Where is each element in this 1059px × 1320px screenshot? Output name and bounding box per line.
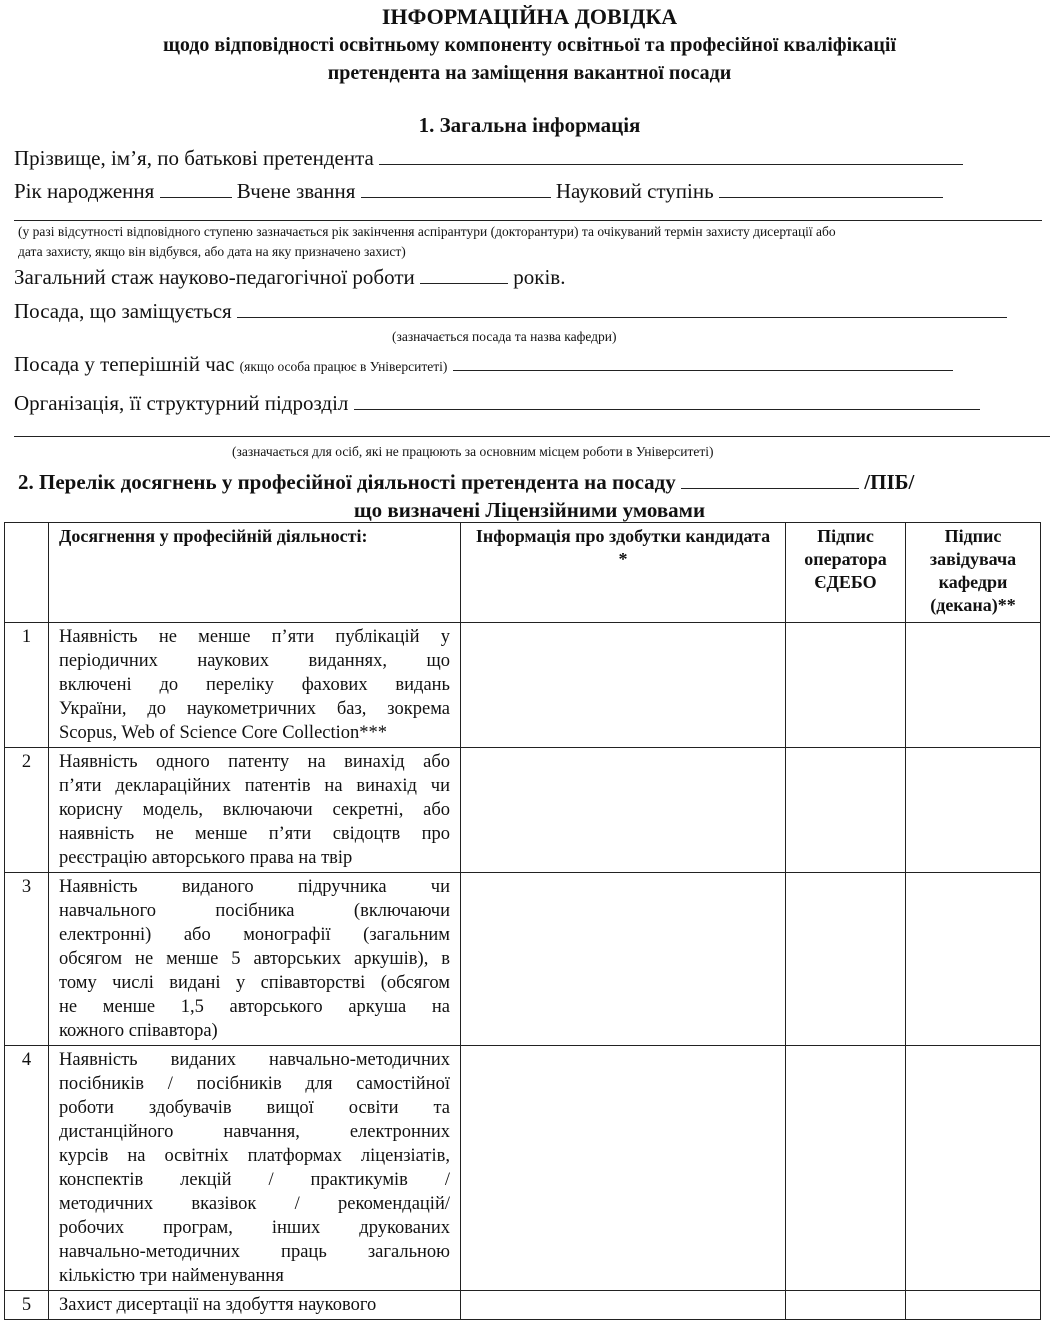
document-subtitle: претендента на заміщення вакантної посади	[327, 62, 732, 84]
head-signature-cell[interactable]	[906, 1046, 1041, 1291]
description-line: кількістю три найменування	[59, 1266, 284, 1286]
degree-note: (у разі відсутності відповідного ступеню зазначається рік закінчення аспірантури (докторантури) та очікуваний термін захисту дисертації або	[18, 224, 836, 239]
organization-field[interactable]	[354, 391, 980, 410]
full-name-row	[14, 146, 963, 171]
achievement-description	[49, 623, 461, 748]
degree-extra-line[interactable]	[14, 220, 1042, 221]
row-number: 1	[5, 623, 49, 748]
birth-year-field[interactable]	[160, 179, 232, 198]
head-signature-cell[interactable]	[906, 623, 1041, 748]
head-signature-cell[interactable]	[906, 1291, 1041, 1320]
description-line: України, до наукометричних баз, зокрема	[59, 699, 450, 719]
row-number: 5	[5, 1291, 49, 1320]
document-subtitle: щодо відповідності освітньому компоненту освітньої та професійної кваліфікації	[162, 34, 897, 56]
description-line: Наявність одного патенту на винахід або	[59, 752, 450, 772]
position-label: Посада, що заміщується	[14, 299, 232, 323]
description-line: дистанційного навчання, електронних	[59, 1122, 450, 1142]
candidate-info-cell[interactable]	[461, 1291, 786, 1320]
column-header-edebo-signature: Підпис оператора ЄДЕБО	[786, 523, 906, 623]
experience-field[interactable]	[420, 265, 508, 284]
current-position-row	[14, 352, 953, 377]
description-line: курсів на освітніх платформах ліцензіатів,	[59, 1146, 450, 1166]
full-name-label: Прізвище, ім’я, по батькові претендента	[14, 146, 374, 170]
description-line: конспектів лекцій / практикумів /	[59, 1170, 450, 1190]
experience-row	[14, 265, 565, 290]
birth-year-label: Рік народження	[14, 179, 155, 203]
table-row	[5, 1046, 1041, 1291]
section2-title	[18, 470, 914, 495]
table-row	[5, 748, 1041, 873]
position-field[interactable]	[237, 299, 1007, 318]
description-line: реєстрацію авторського права на твір	[59, 848, 353, 868]
description-line: обсягом не менше 5 авторських аркушів), в	[59, 949, 450, 969]
document-title: ІНФОРМАЦІЙНА ДОВІДКА	[381, 4, 678, 29]
column-header-num	[5, 523, 49, 623]
description-line: Наявність виданого підручника чи	[59, 877, 450, 897]
section1-title: 1. Загальна інформація	[418, 113, 641, 137]
achievement-description	[49, 1291, 461, 1320]
description-line: навчально-методичних праць загальною	[59, 1242, 450, 1262]
experience-unit: років.	[513, 265, 566, 289]
organization-extra-line[interactable]	[14, 436, 1050, 437]
row-number: 2	[5, 748, 49, 873]
edebo-signature-cell[interactable]	[786, 1046, 906, 1291]
achievement-description	[49, 873, 461, 1046]
description-line: робочих програм, інших друкованих	[59, 1218, 450, 1238]
row-number: 3	[5, 873, 49, 1046]
description-line: посібників / посібників для самостійної	[59, 1074, 450, 1094]
pib-field[interactable]	[681, 470, 859, 489]
description-line: кожного співавтора)	[59, 1021, 218, 1041]
edebo-signature-cell[interactable]	[786, 873, 906, 1046]
organization-row	[14, 391, 980, 416]
academic-title-label: Вчене звання	[236, 179, 356, 203]
description-line: корисну модель, включаючи секретні, або	[59, 800, 450, 820]
head-signature-cell[interactable]	[906, 873, 1041, 1046]
description-line: методичних вказівок / рекомендацій/	[59, 1194, 450, 1214]
current-position-label: Посада у теперішній час	[14, 352, 235, 376]
description-line: включені до переліку фахових видань	[59, 675, 450, 695]
description-line: тому числі видані у співавторстві (обсягом	[59, 973, 450, 993]
position-note: (зазначається посада та назва кафедри)	[392, 329, 617, 344]
achievements-table	[4, 522, 1041, 1320]
description-line: роботи здобувачів вищої освіти та	[59, 1098, 450, 1118]
description-line: п’яти деклараційних патентів на винахід чи	[59, 776, 450, 796]
candidate-info-cell[interactable]	[461, 1046, 786, 1291]
description-line: наявність не менше п’яти свідоцтв про	[59, 824, 450, 844]
full-name-field[interactable]	[379, 146, 963, 165]
birth-row	[14, 179, 943, 204]
description-line: Захист дисертації на здобуття наукового	[59, 1295, 377, 1315]
achievement-description	[49, 1046, 461, 1291]
section2-title-text: 2. Перелік досягнень у професійної діяльності претендента на посаду	[18, 470, 676, 494]
table-row	[5, 873, 1041, 1046]
column-header-head-signature: Підпис завідувача кафедри (декана)**	[906, 523, 1041, 623]
edebo-signature-cell[interactable]	[786, 623, 906, 748]
degree-note: дата захисту, якщо він відбувся, або дата на яку призначено захист)	[18, 244, 406, 259]
column-header-achievement: Досягнення у професійній діяльності:	[49, 523, 461, 623]
edebo-signature-cell[interactable]	[786, 748, 906, 873]
candidate-info-cell[interactable]	[461, 748, 786, 873]
description-line: електронні) або монографії (загальним	[59, 925, 450, 945]
description-line: навчального посібника (включаючи	[59, 901, 450, 921]
degree-label: Науковий ступінь	[555, 179, 714, 203]
table-row	[5, 1291, 1041, 1320]
description-line: періодичних наукових виданнях, що	[59, 651, 450, 671]
position-row	[14, 299, 1007, 324]
current-position-field[interactable]	[453, 352, 953, 371]
organization-note: (зазначається для осіб, які не працюють за основним місцем роботи в Університеті)	[232, 444, 714, 459]
candidate-info-cell[interactable]	[461, 873, 786, 1046]
current-position-hint: (якщо особа працює в Університеті)	[239, 359, 448, 374]
description-line: Наявність не менше п’яти публікацій у	[59, 627, 450, 647]
edebo-signature-cell[interactable]	[786, 1291, 906, 1320]
section2-subtitle: що визначені Ліцензійними умовами	[353, 498, 706, 522]
degree-field[interactable]	[719, 179, 943, 198]
description-line: Наявність виданих навчально-методичних	[59, 1050, 450, 1070]
head-signature-cell[interactable]	[906, 748, 1041, 873]
column-header-info: Інформація про здобутки кандидата *	[461, 523, 786, 623]
table-row	[5, 623, 1041, 748]
table-header-row	[5, 523, 1041, 623]
experience-label: Загальний стаж науково-педагогічної роботи	[14, 265, 415, 289]
candidate-info-cell[interactable]	[461, 623, 786, 748]
description-line: не менше 1,5 авторського аркуша на	[59, 997, 450, 1017]
section2-title-suffix: /ПІБ/	[864, 470, 915, 494]
academic-title-field[interactable]	[361, 179, 551, 198]
description-line: Scopus, Web of Science Core Collection***	[59, 723, 388, 743]
achievement-description	[49, 748, 461, 873]
row-number: 4	[5, 1046, 49, 1291]
organization-label: Організація, її структурний підрозділ	[14, 391, 349, 415]
